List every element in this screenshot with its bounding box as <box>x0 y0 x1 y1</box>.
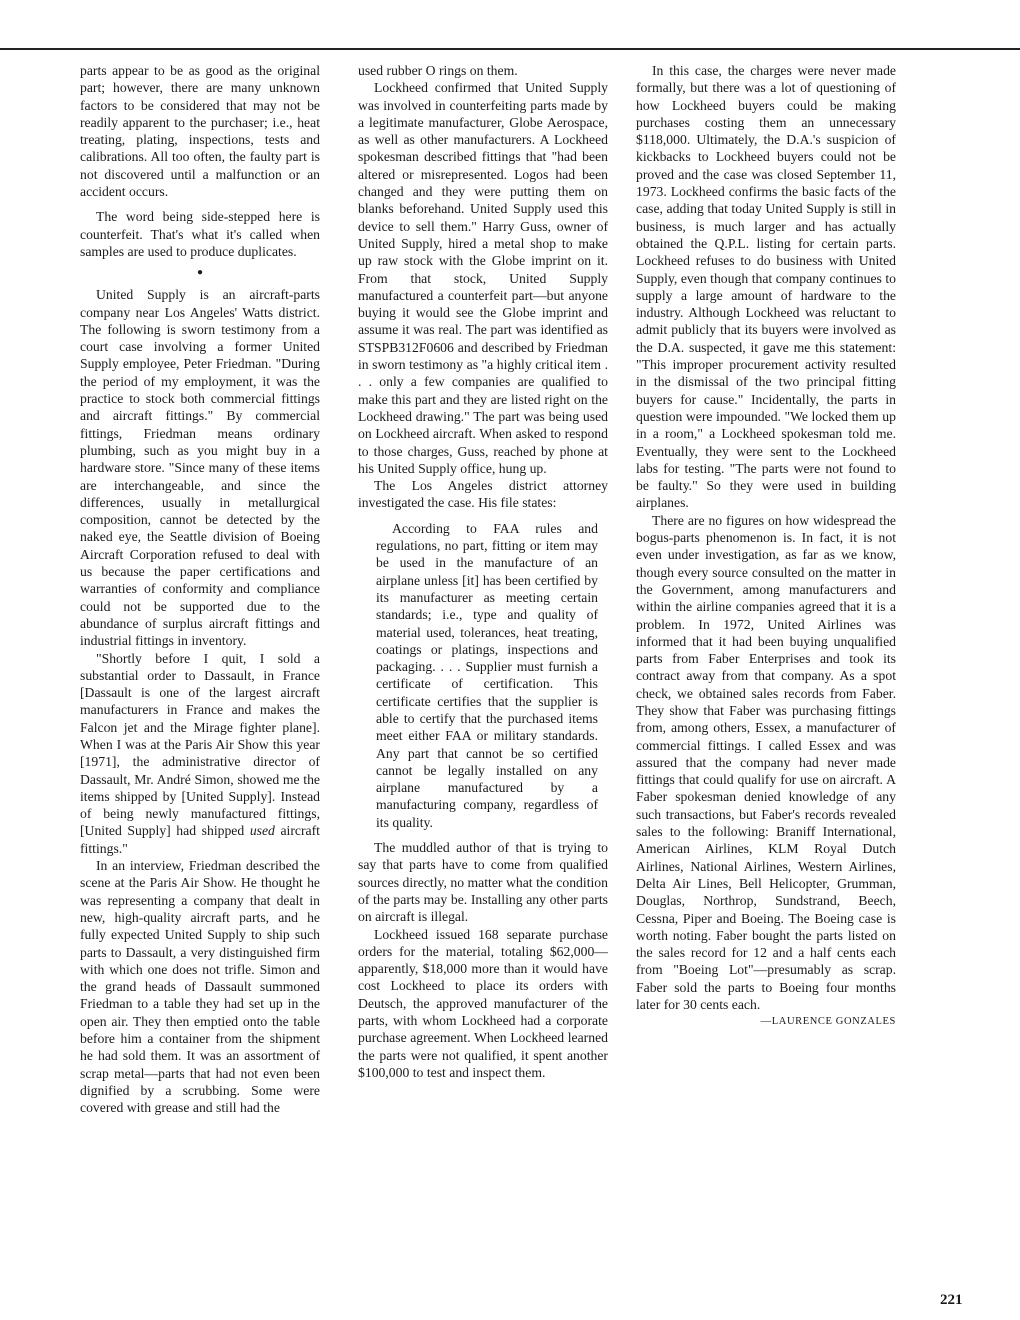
author-byline: —LAURENCE GONZALES <box>760 1016 896 1028</box>
paragraph: Lockheed issued 168 separate purchase orders for the material, totaling $62,000—apparently, $18,000 more than it would have cost Lockheed to place its orders with Deutsch, the approved manufacturer of the parts, with whom Lockheed had a corporate purchase agreement. When Lockheed learned the parts were not qualified, it spent another $100,000 to test and inspect them. <box>358 926 608 1080</box>
paragraph: In an interview, Friedman described the scene at the Paris Air Show. He thought he was representing a company that dealt in new, high-quality aircraft parts, and he fully expected United Supply to ship such parts to Dassault, a very distinguished firm with which one does not trifle. Simon and the grand heads of Dassault summoned Friedman to a table they had set up in the open air. They then emptied onto the table before him a container from the shipment he had sold them. It was an assortment of scrap metal—parts that had not even been dignified by a scrubbing. Some were covered with grease and still had the <box>80 858 320 1116</box>
paragraph-text: "Shortly before I quit, I sold a substantial order to Dassault, in France [Dassault is one of the largest aircraft manufacturers in France and makes the Falcon jet and the Mirage fighter plane]. When I was at the Paris Air Show this year [1971], the administrative director of Dassault, Mr. André Simon, showed me the items shipped by [United Supply]. Instead of being newly manufactured fittings, [United Supply] had shipped <box>80 650 320 839</box>
emphasis-text: used <box>249 823 275 839</box>
paragraph: The Los Angeles district attorney investigated the case. His file states: <box>358 478 608 511</box>
article-column-1 <box>80 62 320 1117</box>
paragraph: Lockheed confirmed that United Supply was involved in counterfeiting parts made by a legitimate manufacturer, Globe Aerospace, as well as other manufacturers. A Lockheed spokesman described fittings that "had been altered or misrepresented. Logos had been changed and they were putting them on blanks beforehand. United Supply used this device to sell them." Harry Guss, owner of United Supply, hired a metal shop to make up raw stock with the Globe imprint on it. From that stock, United Supply manufactured a counterfeit part—but anyone buying it would see the Globe imprint and assume it was real. The part was identified as STSPB312F0606 and described by Friedman in sworn testimony as "a highly critical item . . . only a few companies are qualified to make this part and they are listed right on the Lockheed drawing." The part was being used on Lockheed aircraft. When asked to respond to those charges, Guss, reached by phone at his United Supply office, hung up. <box>358 80 608 476</box>
paragraph: The word being side-stepped here is counterfeit. That's what it's called when samples are used to produce duplicates. <box>80 209 320 259</box>
section-separator: ● <box>196 267 204 279</box>
paragraph: The muddled author of that is trying to say that parts have to come from qualified sources directly, no matter what the condition of the parts may be. Installing any other parts on aircraft is illegal. <box>358 840 608 925</box>
paragraph: United Supply is an aircraft-parts company near Los Angeles' Watts district. The following is sworn testimony from a court case involving a former United Supply employee, Peter Friedman. "During the period of my employment, it was the practice to stock both commercial fittings and aircraft fittings." By commercial fittings, Friedman means ordinary plumbing, such as you might buy in a hardware store. "Since many of these items are interchangeable, and since the differences, usually in metallurgical composition, cannot be detected by the naked eye, the Seattle division of Boeing Aircraft Corporation refused to deal with us because the paper certifications and warranties of conformity and compliance could not be supported due to the abundance of surplus aircraft fittings and industrial fittings in inventory. <box>80 287 320 649</box>
article-column-2 <box>358 62 608 1081</box>
page-number: 221 <box>940 1292 963 1308</box>
top-rule <box>0 48 1020 50</box>
paragraph: parts appear to be as good as the original part; however, there are many unknown factors to be considered that may not be readily apparent to the purchaser; i.e., heat treating, plating, inspections, tests and calibrations. All too often, the faulty part is not discovered until a malfunction or an accident occurs. <box>80 63 320 200</box>
quote-text: According to FAA rules and regulations, no part, fitting or item may be used in the manufacture of an airplane unless [it] has been certified by its manufacturer as meeting certain standards; i.e., type and quality of material used, tolerances, heat treating, coatings or platings, inspections and packaging. . . . Supplier must furnish a certificate of certification. This certificate certifies that the supplier is able to certify that the purchased items meet either FAA or military standards. Any part that cannot be so certified cannot be legally installed on any airplane manufactured by a manufacturing company, regardless of its quality. <box>376 520 598 830</box>
paragraph <box>80 650 320 858</box>
block-quote <box>376 520 598 831</box>
paragraph: In this case, the charges were never made formally, but there was a lot of questioning of how Lockheed buyers could be making purchases costing them an unnecessary $118,000. Ultimately, the D.A.'s suspicion of kickbacks to Lockheed buyers could not be proved and the case was closed September 11, 1973. Lockheed confirms the basic facts of the case, adding that today United Supply is still in business, is much larger and has actually obtained the Q.P.L. listing for certain parts. Lockheed refuses to do business with United Supply, even though that company continues to supply a large amount of hardware to the industry. Although Lockheed was reluctant to admit publicly that its buyers were involved as the D.A. suspected, it gave me this statement: "This improper procurement activity resulted in the dismissal of the two principal fitting buyers for cause." Incidentally, the parts in question were impounded. "We locked them up in a room," a Lockheed spokesman told me. Eventually, they were sent to the Lockheed labs for testing. "The parts were not found to be faulty." So they were used in building airplanes. <box>636 63 896 511</box>
paragraph-text: There are no figures on how widespread the bogus-parts phenomenon is. In fact, it is not even under investigation, as far as we know, though every source consulted on the matter in the Government, among manufacturers and within the airline companies agreed that it is a problem. In 1972, United Airlines was informed that it had been buying unqualified parts from Faber Enterprises and took its contract away from that company. As a spot check, we obtained sales records from Faber. They show that Faber was purchasing fittings from, among others, Essex, a manufacturer of commercial fittings. I called Essex and was assured that the company had never made fittings that could qualify for use on aircraft. A Faber spokesman denied knowledge of any such transactions, but Faber's records revealed sales to the following: Braniff International, American Airlines, KLM Royal Dutch Airlines, National Airlines, Western Airlines, Delta Air Lines, Bell Helicopter, Grumman, Douglas, Northrop, Sundstrand, Beech, Cessna, Piper and Boeing. The Boeing case is worth noting. Faber bought the parts listed on the sales record for 12 and a half cents each from "Boeing Lot"—presumably as scrap. Faber sold the parts to Boeing four months later for 30 cents each. <box>636 512 896 1013</box>
article-column-3 <box>636 62 896 1031</box>
paragraph <box>636 512 896 1028</box>
paragraph-text: aircraft fittings." <box>80 823 320 856</box>
paragraph: used rubber O rings on them. <box>358 63 518 78</box>
